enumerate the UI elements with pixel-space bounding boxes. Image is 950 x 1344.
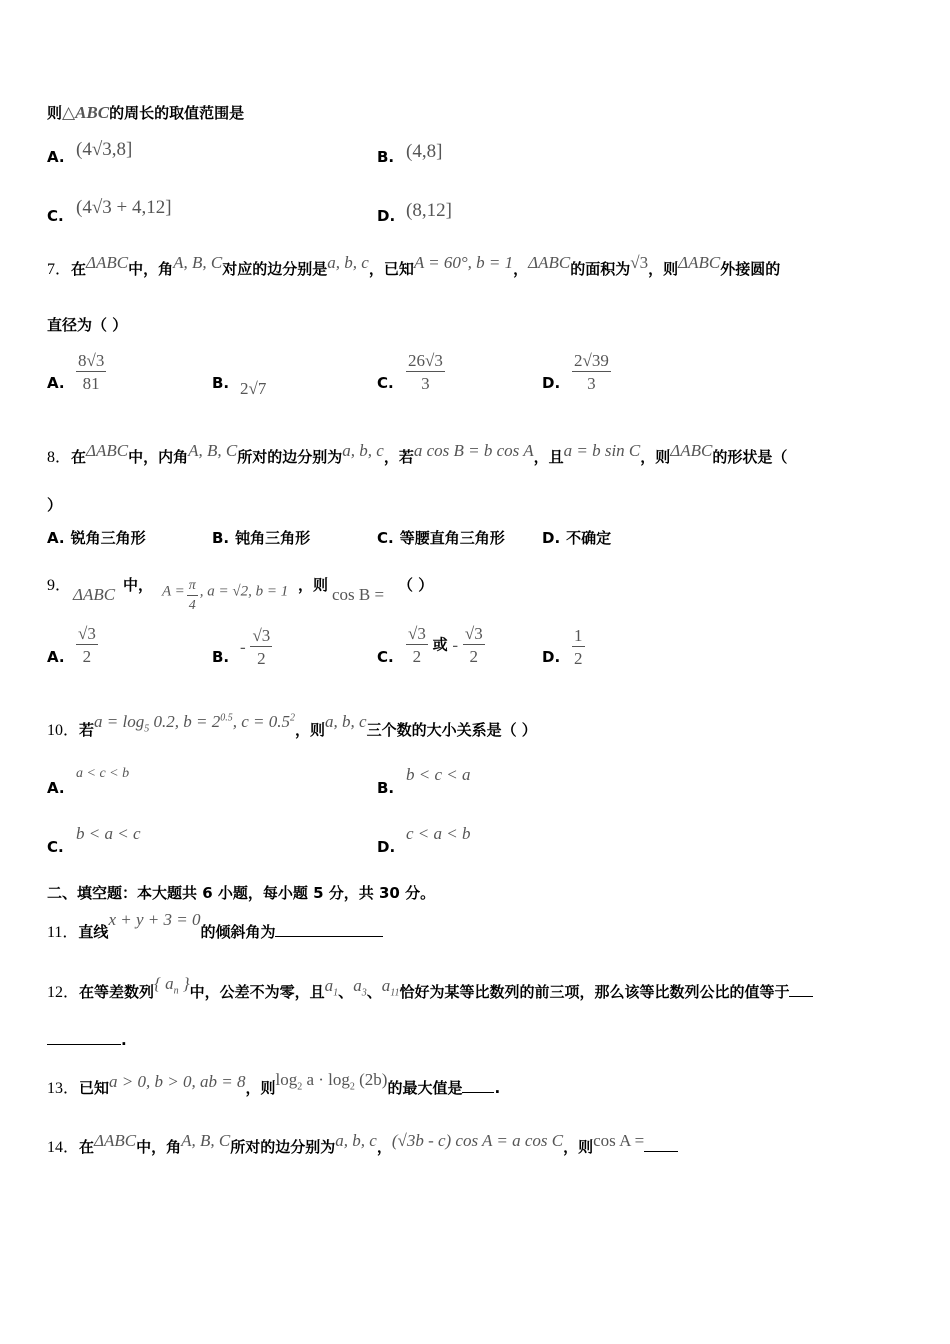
q6-option-c-letter: C. — [47, 207, 64, 225]
q8-stem-line2: ） — [47, 496, 63, 514]
q9-number: 9． — [47, 577, 72, 594]
q7-option-c-letter: C. — [377, 374, 394, 392]
q14-stem: 14．在ΔABC中，角A, B, C所对的边分别为a, b, c，(√3b - c) cos A = a cos C，则cos A = — [47, 1138, 678, 1156]
q6-option-b-math: (4,8] — [406, 141, 443, 162]
q9-option-b-letter: B. — [212, 648, 230, 666]
section-2-heading: 二、填空题：本大题共 6 小题，每小题 5 分，共 30 分。 — [47, 884, 436, 902]
q6-option-c-math: (4√3 + 4,12] — [76, 197, 172, 218]
q7-option-a-letter: A. — [47, 374, 65, 392]
q6-option-b-letter: B. — [377, 148, 395, 166]
q9-text-1: 中， — [123, 576, 154, 594]
q6-stem: 则△ABC的周长的取值范围是 — [47, 103, 245, 122]
q7-option-a-frac: $\frac{8√3}{81}$ — [78, 351, 105, 393]
q10-option-c-letter: C. — [47, 838, 64, 856]
q10-option-a-math: a < c < b — [76, 766, 130, 781]
q12-stem: 12．在等差数列{ $a_n$ }中，公差不为零，且$a_1$、$a_3$、$a_{11}$恰好为某等比数列的前三项，那么该等比数列公比的值等于 — [47, 983, 813, 1004]
q7-option-c-frac: $\frac{26√3}{3}$ — [408, 351, 443, 393]
q10-option-a-letter: A. — [47, 779, 65, 797]
q9-option-a-letter: A. — [47, 648, 65, 666]
q7-option-b-letter: B. — [212, 374, 230, 392]
q10-option-c-math: b < a < c — [76, 824, 141, 843]
q7-option-d-letter: D. — [542, 374, 561, 392]
q6-option-a-letter: A. — [47, 148, 65, 166]
q6-option-d-math: (8,12] — [406, 200, 452, 221]
q8-option-b: B. 钝角三角形 — [212, 529, 311, 547]
q13-stem: 13．已知a > 0, b > 0, ab = 8，则$\log_2 a \cdot \log_2 (2b)$的最大值是 . — [47, 1070, 501, 1097]
q10-option-b-math: b < c < a — [406, 765, 471, 784]
q7-stem: 7．在ΔABC中，角A, B, C对应的边分别是a, b, c，已知A = 60°, b = 1，ΔABC的面积为√3，则ΔABC外接圆的 — [47, 253, 781, 278]
q9-option-d-frac: $\frac{1}{2}$ — [574, 626, 583, 668]
q6-option-a-math: (4√3,8] — [76, 139, 133, 160]
q8-option-d: D. 不确定 — [542, 529, 612, 547]
q12-answer-line: . — [47, 1033, 127, 1048]
q9-text-2: ，则 — [298, 576, 329, 594]
q9-triangle: ΔABC — [73, 585, 116, 604]
q10-option-d-math: c < a < b — [406, 824, 471, 843]
q7-stem-line2: 直径为（ ） — [47, 316, 128, 334]
q9-option-b-frac: - $\frac{√3}{2}$ — [240, 626, 271, 668]
q9-option-c-frac: $\frac{√3}{2}$ 或 - $\frac{√3}{2}$ — [408, 624, 483, 666]
q10-option-d-letter: D. — [377, 838, 396, 856]
q11-stem: 11．直线x + y + 3 = 0的倾斜角为 — [47, 923, 383, 941]
q9-condition: A = $\frac{\pi}{4}$ , a = √2, b = 1 — [162, 578, 289, 613]
q8-option-a: A. 锐角三角形 — [47, 529, 146, 547]
q6-option-d-letter: D. — [377, 207, 396, 225]
q9-option-a-frac: $\frac{√3}{2}$ — [78, 624, 96, 666]
q10-stem: 10．若$a = \log_5 0.2$, $b = 2^{0.5}$, $c = 0.5^2$，则a, b, c三个数的大小关系是（ ） — [47, 712, 537, 739]
q9-cosb: cos B = — [332, 585, 385, 604]
q7-option-d-frac: $\frac{2√39}{3}$ — [574, 351, 609, 393]
q9-text-3: （ ） — [398, 576, 434, 594]
q9-option-d-letter: D. — [542, 648, 561, 666]
q7-option-b-math: 2√7 — [240, 379, 267, 398]
q8-option-c: C. 等腰直角三角形 — [377, 529, 505, 547]
q10-option-b-letter: B. — [377, 779, 395, 797]
q9-option-c-letter: C. — [377, 648, 394, 666]
q8-stem: 8．在ΔABC中，内角A, B, C所对的边分别为a, b, c，若a cos B = b cos A，且a = b sin C，则ΔABC的形状是（ — [47, 441, 788, 466]
